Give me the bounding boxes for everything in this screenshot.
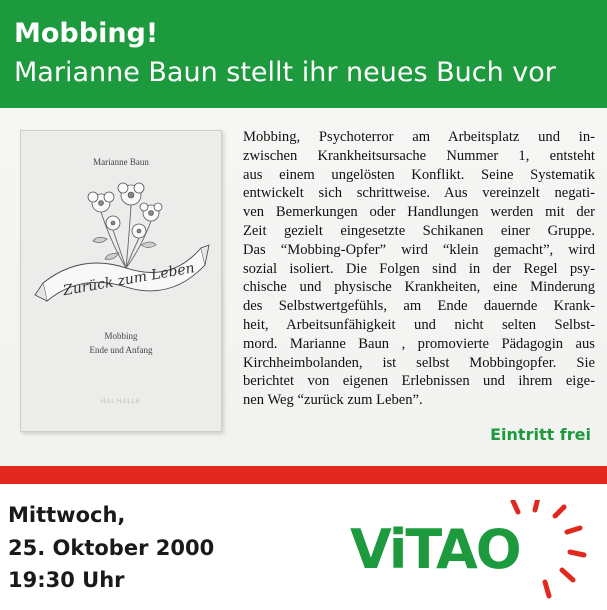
book-subtitle-1: Mobbing <box>104 331 138 341</box>
header-subtitle: Marianne Baun stellt ihr neues Buch vor <box>14 57 556 88</box>
body-line: berichtet von eigenen Erlebnissen und ihrem eige- <box>243 373 595 390</box>
header-banner <box>0 0 607 108</box>
body-line: des Selbstwertgefühls, am Ende dauernde Krank- <box>243 298 595 315</box>
book-cover-image <box>20 130 222 432</box>
red-divider-bar <box>0 466 607 484</box>
sun-rays-icon <box>513 500 584 596</box>
vitao-logo <box>350 500 595 600</box>
header-title: Mobbing! <box>14 18 159 49</box>
event-date: 25. Oktober 2000 <box>8 536 215 560</box>
admission-label: Eintritt frei <box>490 425 591 444</box>
event-day: Mittwoch, <box>8 503 126 527</box>
body-line: Zeit gezielt eingesetzte Schikanen einer Gruppe. <box>243 222 595 239</box>
body-line: mord. Marianne Baun , promovierte Pädagogin aus <box>243 335 595 352</box>
body-line: chische und physische Krankheiten, eine Minderung <box>243 279 595 296</box>
body-line: zwischen Krankheitsursache Nummer 1, entsteht <box>243 147 595 164</box>
event-time: 19:30 Uhr <box>8 568 125 592</box>
body-line: Kirchheimbolanden, ist selbst Mobbingopfer. Sie <box>243 354 595 371</box>
flower-ribbon-illustration <box>31 173 211 323</box>
body-line: ven Bemerkungen oder Handlungen werden mit der <box>243 204 595 221</box>
publisher-mark: HAI-HALLE <box>100 399 141 405</box>
body-text <box>243 128 595 410</box>
vitao-wordmark: ViTAO <box>350 518 520 581</box>
body-line: sozial isoliert. Die Folgen sind in der Regel psy- <box>243 260 595 277</box>
body-line: entwickelt sich schrittweise. Aus vereinzelt negati- <box>243 185 595 202</box>
book-title: Zurück zum Leben <box>61 260 196 300</box>
body-line: nen Weg “zurück zum Leben”. <box>243 392 423 409</box>
body-line: Mobbing, Psychoterror am Arbeitsplatz und in- <box>243 129 595 145</box>
body-line: aus einem ungelösten Konflikt. Seine Systematik <box>243 166 595 183</box>
book-author: Marianne Baun <box>93 157 149 167</box>
body-line: heit, Arbeitsunfähigkeit und nicht selten Selbst- <box>243 316 595 333</box>
body-line: Das “Mobbing-Opfer” wird “klein gemacht”, wird <box>243 241 595 258</box>
book-subtitle-2: Ende und Anfang <box>89 345 153 355</box>
